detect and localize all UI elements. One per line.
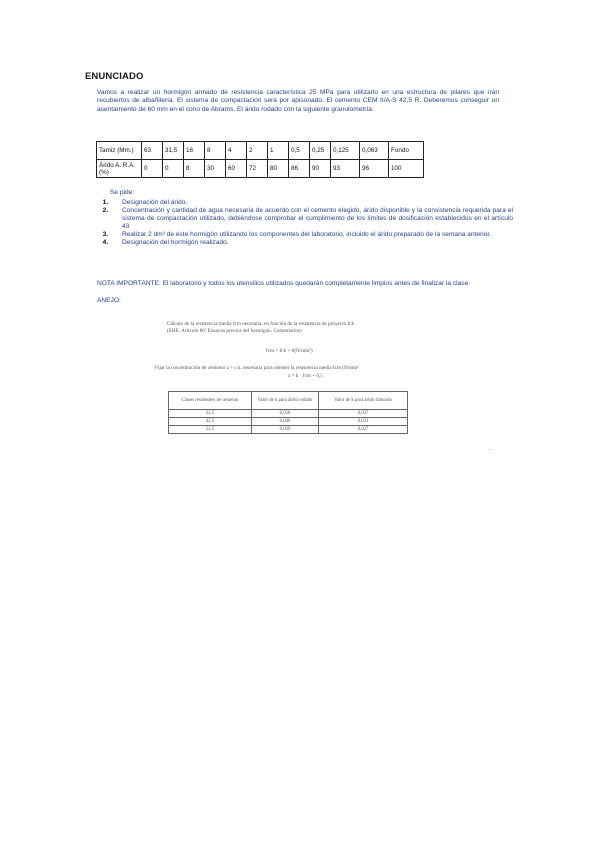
list-item: 4. Designación del hormigón realizado. bbox=[110, 239, 513, 247]
table-cell: 8 bbox=[205, 142, 226, 160]
list-item: 1. Designación del árido. bbox=[110, 199, 513, 207]
section-title: ENUNCIADO bbox=[85, 71, 144, 82]
table-header-cell: Tamiz (Mm.) bbox=[97, 142, 142, 160]
table-cell: 0,046 bbox=[252, 418, 319, 426]
granulometry-table bbox=[96, 141, 424, 178]
cement-k-table bbox=[168, 391, 408, 434]
table-cell: 72 bbox=[247, 160, 268, 178]
table-cell: 31,5 bbox=[163, 142, 184, 160]
annex-heading: ANEJO: bbox=[97, 297, 121, 304]
table-header-cell: Valor de k para árido triturado bbox=[319, 392, 408, 410]
list-item: 2. Concentración y cantidad de agua necesaria de acuerdo con el cemento elegido, árido disponible y la consistencia requerida para el sistema de compactación utilizado, debiéndose comprobar el cumplimiento de los límites de dosificación establecidos en el artículo 43 bbox=[110, 207, 513, 231]
table-row bbox=[169, 418, 408, 426]
table-row bbox=[97, 160, 424, 178]
annex-text: (EHE. Artículo 86º Ensayos previos del hormigón. Comentarios) bbox=[167, 328, 302, 334]
table-cell: 16 bbox=[184, 142, 205, 160]
table-cell: 100 bbox=[389, 160, 424, 178]
table-cell: 0,058 bbox=[252, 410, 319, 418]
table-row bbox=[97, 142, 424, 160]
task-list bbox=[98, 199, 513, 248]
annex-formula: z = k · fcm + 0,5 bbox=[288, 373, 323, 379]
table-cell: 0,037 bbox=[319, 410, 408, 418]
annex-formula: fcm = fck + 8(N/mm²) bbox=[266, 348, 313, 354]
table-cell: 93 bbox=[331, 160, 360, 178]
table-cell: 1 bbox=[268, 142, 289, 160]
table-cell: 32,5 bbox=[169, 410, 252, 418]
table-cell: 0 bbox=[142, 160, 163, 178]
table-cell: 30 bbox=[205, 160, 226, 178]
table-cell: Fondo bbox=[389, 142, 424, 160]
table-cell: 0,063 bbox=[360, 142, 389, 160]
table-cell: 60 bbox=[226, 160, 247, 178]
table-cell: 90 bbox=[310, 160, 331, 178]
table-cell: 52,5 bbox=[169, 426, 252, 434]
annex-text: Cálculo de la resistencia media fcm necesaria, en función de la resistencia de proyecto fck bbox=[167, 321, 355, 327]
table-header-cell: Valor de k para árido rodado bbox=[252, 392, 319, 410]
table-header-cell: Clases resistentes de cemento bbox=[169, 392, 252, 410]
table-cell: 0,039 bbox=[252, 426, 319, 434]
list-item: 3. Realizar 2 dm³ de éste hormigón utilizando los componentes del laboratorio, incluido el árido preparado de la semana anterior. bbox=[110, 231, 513, 239]
table-header-cell: Árido A. R.A. (%) bbox=[97, 160, 142, 178]
table-cell: 80 bbox=[268, 160, 289, 178]
table-cell: 4 bbox=[226, 142, 247, 160]
table-cell: 2 bbox=[247, 142, 268, 160]
table-cell: 0 bbox=[163, 160, 184, 178]
table-cell: 0,033 bbox=[319, 418, 408, 426]
table-row bbox=[169, 392, 408, 410]
important-note: NOTA IMPORTANTE: El laboratorio y todos los utensilios utilizados quedarán completamente limpios antes de finalizar la clase. bbox=[97, 280, 471, 287]
table-cell: 96 bbox=[360, 160, 389, 178]
problem-statement: Vamos a realizar un hormigón armado de resistencia característica 25 MPa para utilizarlo en una estructura de pilares que irán recubiertos de albañilería. El sistema de compactación será por apisonado. El cemento CEM II/A-S 42,5 R. Deberemos conseguir un asentamiento de 60 mm en el cono de Abrams. El árido rodado con la siguiente granulometría: bbox=[97, 89, 499, 113]
table-cell: 0,25 bbox=[310, 142, 331, 160]
table-cell: 0,125 bbox=[331, 142, 360, 160]
requirements-heading: Se pide: bbox=[110, 189, 135, 196]
table-cell: 0,027 bbox=[319, 426, 408, 434]
table-row bbox=[169, 410, 408, 418]
table-cell: 63 bbox=[142, 142, 163, 160]
page-mark: - - bbox=[488, 447, 493, 453]
table-cell: 42,5 bbox=[169, 418, 252, 426]
table-cell: 86 bbox=[289, 160, 310, 178]
table-cell: 0,5 bbox=[289, 142, 310, 160]
annex-text: Fijar la concentración de cemento z = c/a, necesaria para obtener la resistencia media fcm (N/mm² bbox=[155, 365, 359, 371]
table-row bbox=[169, 426, 408, 434]
table-cell: 8 bbox=[184, 160, 205, 178]
